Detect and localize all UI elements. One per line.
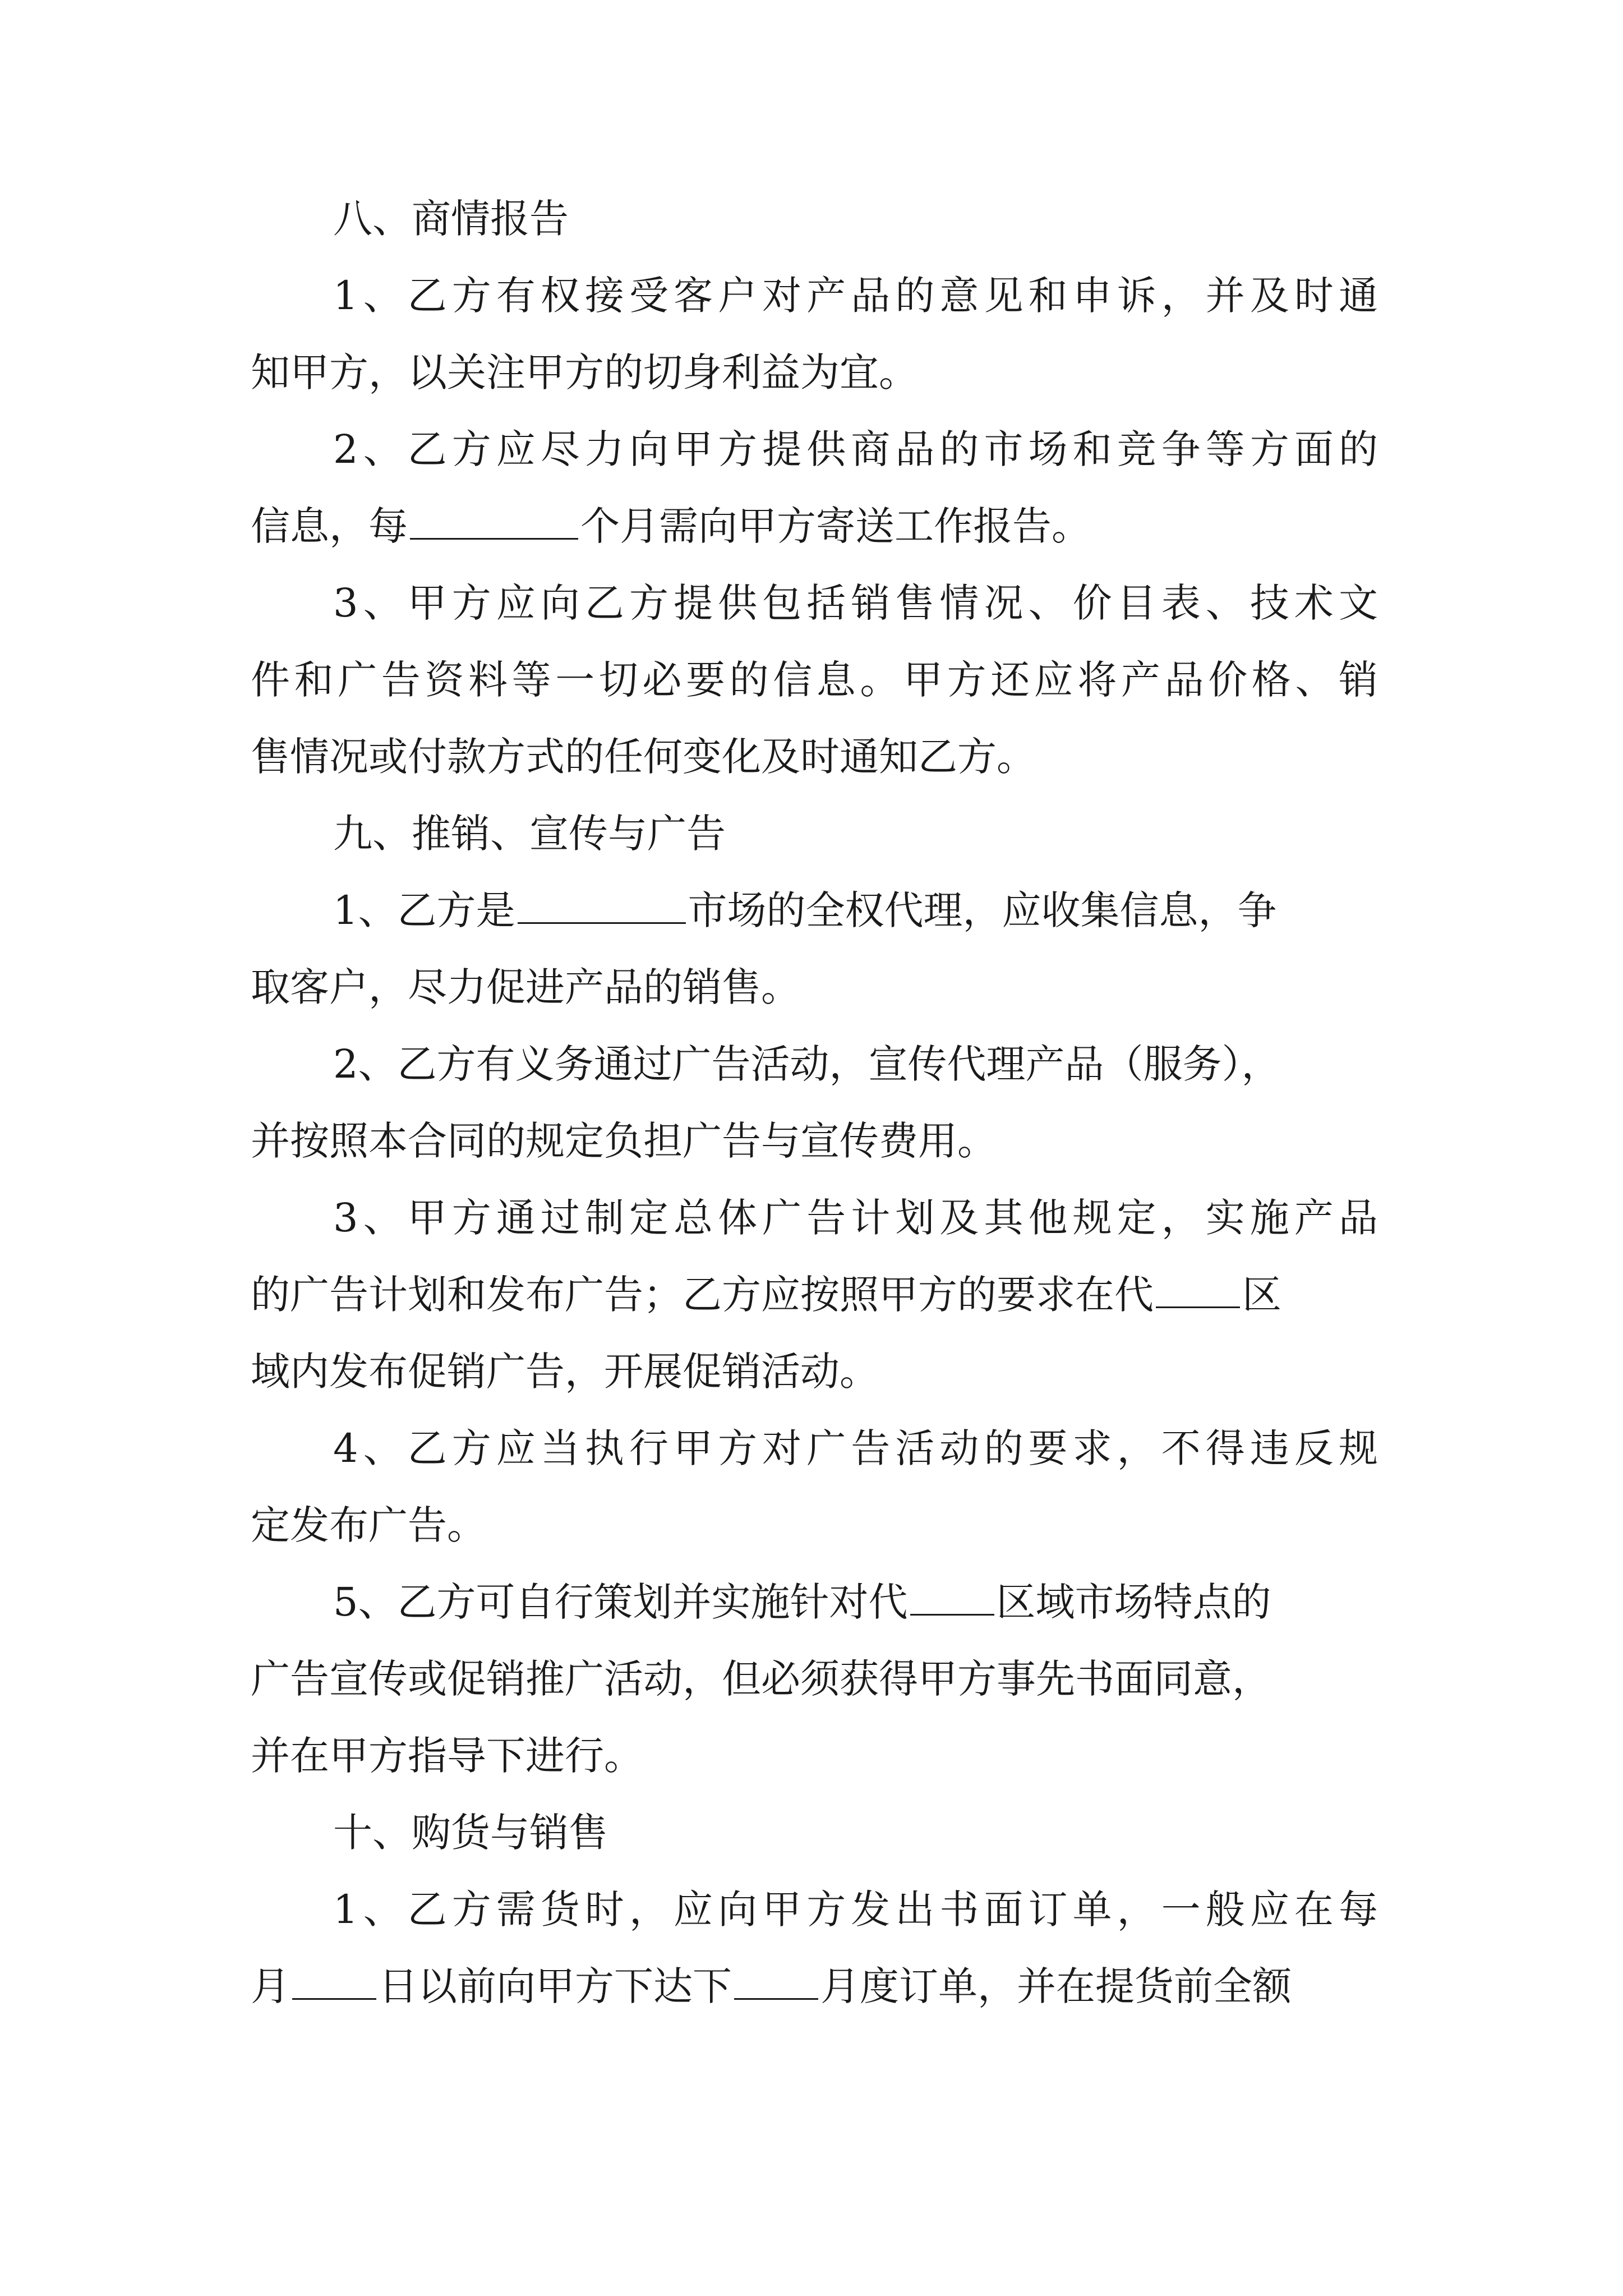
- paragraph-line: 并在甲方指导下进行。: [251, 1733, 643, 1779]
- paragraph-line: 2、乙方有义务通过广告活动，宣传代理产品（服务），: [333, 1041, 1281, 1087]
- paragraph-line: 域内发布促销广告，开展促销活动。: [251, 1349, 879, 1395]
- section-heading-8: 八、商情报告: [333, 196, 569, 242]
- paragraph-line: 1、乙方是 市场的全权代理，应收集信息，争: [333, 887, 1277, 933]
- paragraph-line: 3、甲方通过制定总体广告计划及其他规定，实施产品: [333, 1195, 1378, 1241]
- fill-in-blank: [410, 503, 578, 540]
- paragraph-line: 件和广告资料等一切必要的信息。甲方还应将产品价格、销: [251, 657, 1378, 703]
- paragraph-line: 知甲方，以关注甲方的切身利益为宜。: [251, 349, 918, 395]
- paragraph-line: 3、甲方应向乙方提供包括销售情况、价目表、技术文: [333, 580, 1378, 626]
- fill-in-blank: [734, 1963, 818, 2000]
- fill-in-blank: [910, 1579, 994, 1616]
- paragraph-line: 广告宣传或促销推广活动，但必须获得甲方事先书面同意，: [251, 1656, 1271, 1702]
- section-heading-10: 十、购货与销售: [333, 1810, 608, 1856]
- paragraph-line: 1、乙方有权接受客户对产品的意见和申诉，并及时通: [333, 273, 1378, 319]
- paragraph-line: 5、乙方可自行策划并实施针对代 区域市场特点的: [333, 1579, 1271, 1625]
- paragraph-line: 信息，每 个月需向甲方寄送工作报告。: [251, 503, 1091, 549]
- fill-in-blank: [1156, 1272, 1240, 1308]
- paragraph-line: 定发布广告。: [251, 1502, 486, 1548]
- fill-in-blank: [292, 1963, 376, 2000]
- paragraph-line: 4、乙方应当执行甲方对广告活动的要求，不得违反规: [333, 1425, 1378, 1471]
- section-heading-9: 九、推销、宣传与广告: [333, 811, 726, 857]
- paragraph-line: 月 日以前向甲方下达下 月度订单，并在提货前全额: [251, 1963, 1292, 2009]
- paragraph-line: 的广告计划和发布广告；乙方应按照甲方的要求在代 区: [251, 1272, 1281, 1318]
- fill-in-blank: [518, 887, 686, 924]
- paragraph-line: 并按照本合同的规定负担广告与宣传费用。: [251, 1118, 997, 1164]
- paragraph-line: 1、乙方需货时，应向甲方发出书面订单，一般应在每: [333, 1887, 1378, 1932]
- paragraph-line: 取客户，尽力促进产品的销售。: [251, 964, 800, 1010]
- paragraph-line: 2、乙方应尽力向甲方提供商品的市场和竞争等方面的: [333, 426, 1378, 472]
- paragraph-line: 售情况或付款方式的任何变化及时通知乙方。: [251, 734, 1036, 780]
